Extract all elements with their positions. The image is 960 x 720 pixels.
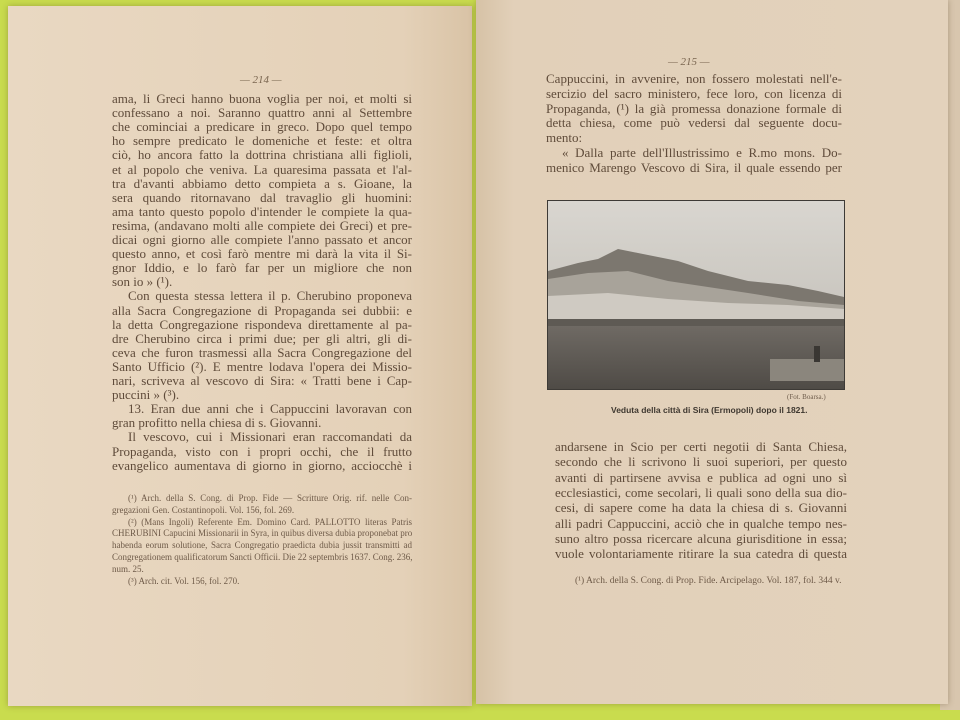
text-line: secondo che li scrivono li suoi superiori, per questo bbox=[555, 454, 847, 469]
text-line: sercizio del sacro ministero, fece loro, con licenza di bbox=[546, 86, 842, 101]
text-line: alla Sacra Congregazione di Propaganda sei dubbii: e bbox=[112, 303, 412, 318]
text-line: Il vescovo, cui i Missionari eran raccomandati da bbox=[128, 429, 412, 444]
text-line: vuole volontariamente ritirare la sua catedra di questa bbox=[555, 546, 847, 561]
text-line: et al popolo che veniva. La quaresima passata et l'al- bbox=[112, 162, 412, 177]
text-line: la detta Congregazione rispondeva direttamente al pa- bbox=[112, 317, 412, 332]
text-line: puccini » (³). bbox=[112, 387, 180, 402]
text-line: avanti di partirsene avvisa e publica ad ogni uno sì bbox=[555, 470, 847, 485]
text-line: Propaganda, (¹) la già promessa donazione formale di bbox=[546, 101, 842, 116]
text-line: nari, scriveva al vescovo di Sira: « Tratti bene i Cap- bbox=[112, 373, 412, 388]
footnote-line: CHERUBINI Capucini Missionarii in Syra, in quibus diversa dubia proponebat pro bbox=[112, 528, 413, 538]
page-number-right: — 215 — bbox=[668, 56, 710, 68]
text-line: detta chiesa, come può vedersi dal seguente docu- bbox=[546, 115, 842, 130]
figure-photo-sira bbox=[547, 200, 845, 390]
text-line: alli padri Cappuccini, acciò che in qualche tempo nes- bbox=[555, 516, 847, 531]
footnote-line: habenda eorum solutione, Sacra Congregatio praedicta dubia jussit transmitti ad bbox=[112, 540, 412, 550]
text-line: ecclesiastici, come secolari, li quali sono della sua dio- bbox=[555, 485, 847, 500]
text-line: andarsene in Scio per certi negotii di Santa Chiesa, bbox=[555, 439, 847, 454]
footnote-line: (¹) Arch. della S. Cong. di Prop. Fide — Scritture Orig. rif. nelle Con- bbox=[128, 493, 412, 503]
right-footnote: (¹) Arch. della S. Cong. di Prop. Fide. Arcipelago. Vol. 187, fol. 344 v. bbox=[575, 576, 842, 586]
text-line: suno altro possa ricercare alcuna giurisditione in essa; bbox=[555, 531, 847, 546]
text-line: ciò, ho ancora fatto la dottrina christiana alli figlioli, bbox=[112, 147, 412, 162]
text-line: gnor Iddio, e lo farò far per un migliore che non bbox=[112, 260, 412, 275]
text-line: sera quando ritornavano dal travaglio gli huomini: bbox=[112, 190, 412, 205]
footnote-line: gregazioni Gen. Costantinopoli. Vol. 156, fol. 269. bbox=[112, 505, 295, 515]
text-line: Con questa stessa lettera il p. Cherubino proponeva bbox=[128, 288, 412, 303]
text-line: ho sempre predicato le domeniche et feste: et oltra bbox=[112, 133, 412, 148]
text-line: mento: bbox=[546, 130, 583, 145]
figure-caption: Veduta della città di Sira (Ermopoli) dopo il 1821. bbox=[611, 405, 808, 415]
text-line: dicai ogni giorno alle compiete l'anno passato et ancor bbox=[112, 232, 412, 247]
text-line: menico Marengo Vescovo di Sira, il quale essendo per bbox=[546, 160, 842, 175]
page-number-left: — 214 — bbox=[240, 74, 282, 86]
text-line: confessano a noi. Saranno quattro anni al Settembre bbox=[112, 105, 412, 120]
text-line: « Dalla parte dell'Illustrissimo e R.mo mons. Do- bbox=[562, 145, 842, 160]
footnote-line: (³) Arch. cit. Vol. 156, fol. 270. bbox=[128, 576, 240, 586]
text-line: che cominciai a predicare in greco. Dopo quel tempo bbox=[112, 119, 412, 134]
text-line: ama, li Greci hanno buona voglia per noi, et molti si bbox=[112, 91, 412, 106]
text-line: 13. Eran due anni che i Cappuccini lavoravan con bbox=[128, 401, 412, 416]
text-line: Cappuccini, in avvenire, non fossero molestati nell'e- bbox=[546, 71, 842, 86]
text-line: ceva che furon trasmessi alla Sacra Congregazione del bbox=[112, 345, 412, 360]
text-line: Propaganda, visto con i propri occhi, che il frutto bbox=[112, 444, 412, 459]
text-line: Santo Ufficio (²). E mentre lodava l'opera dei Missio- bbox=[112, 359, 412, 374]
text-line: resima, (andavano molti alle compiete dei Greci) et pre- bbox=[112, 218, 412, 233]
harbor-town-photo bbox=[548, 201, 844, 389]
text-line: tra d'avanti abbiamo detto compieta a s. Gioane, la bbox=[112, 176, 412, 191]
text-line: evangelico aumentava di giorno in giorno, acciocchè i bbox=[112, 458, 412, 473]
text-line: dre Cherubino circa i primi due; per gli altri, gli di- bbox=[112, 331, 412, 346]
text-line: questo anno, et così farò mentre mi darà la vita il Si- bbox=[112, 246, 412, 261]
text-line: son io » (¹). bbox=[112, 274, 173, 289]
text-line: gran profitto nella chiesa di s. Giovanni. bbox=[112, 415, 322, 430]
text-line: cesi, di sapere come ha data la chiesa di s. Giovanni bbox=[555, 500, 847, 515]
text-line: ama tanto questo popolo d'intender le compiete la qua- bbox=[112, 204, 412, 219]
footnote-line: (²) (Mans Ingoli) Referente Em. Domino Card. PALLOTTO literas Patris bbox=[128, 517, 412, 527]
footnote-line: num. 25. bbox=[112, 564, 144, 574]
footnote-line: Congregationem qualificatorum Sancti Officii. Die 22 septembris 1637. Cong. 236, bbox=[112, 552, 413, 562]
photo-credit: (Fot. Boarsa.) bbox=[787, 393, 826, 401]
